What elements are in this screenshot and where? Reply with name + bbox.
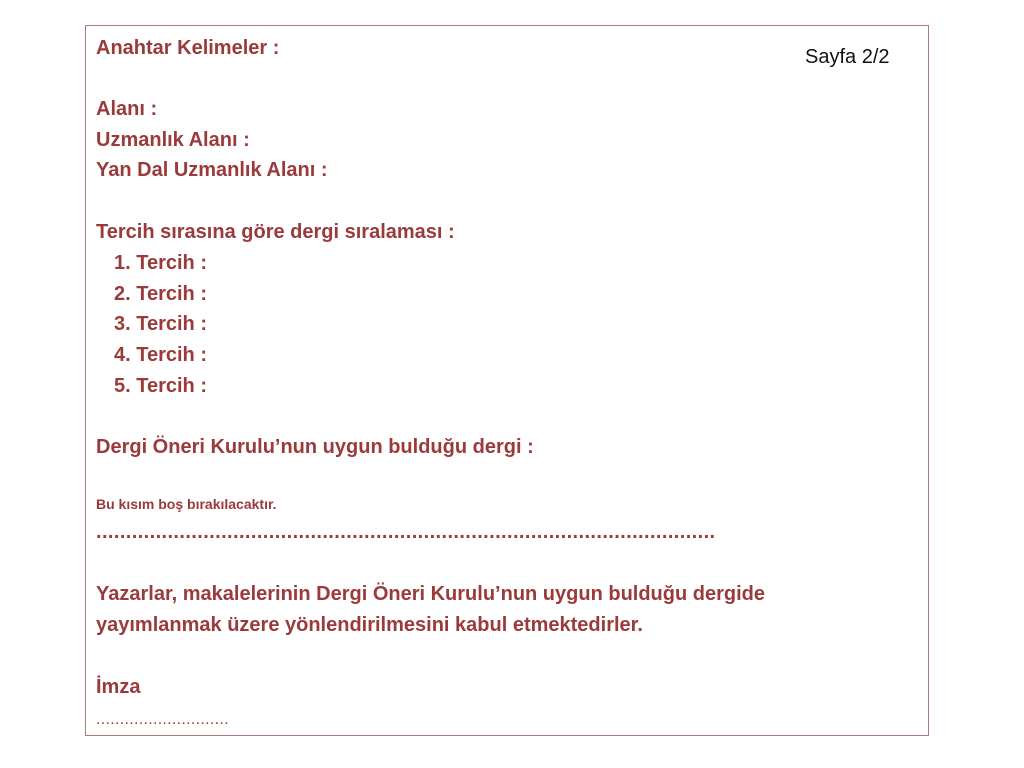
committee-note: Bu kısım boş bırakılacaktır. — [96, 496, 277, 512]
preference-3: 3. Tercih : — [114, 313, 207, 335]
committee-dotted-line: ........................................................................................................ — [96, 521, 716, 543]
preference-4: 4. Tercih : — [114, 344, 207, 366]
page-number: Sayfa 2/2 — [805, 46, 890, 68]
preference-1: 1. Tercih : — [114, 252, 207, 274]
specialty-label: Uzmanlık Alanı : — [96, 129, 250, 151]
consent-line-2: yayımlanmak üzere yönlendirilmesini kabul etmektedirler. — [96, 614, 643, 636]
preference-2: 2. Tercih : — [114, 283, 207, 305]
journal-ranking-label: Tercih sırasına göre dergi sıralaması : — [96, 221, 455, 243]
preference-5: 5. Tercih : — [114, 375, 207, 397]
signature-label: İmza — [96, 676, 141, 698]
field-label: Alanı : — [96, 98, 158, 120]
consent-line-1: Yazarlar, makalelerinin Dergi Öneri Kurulu’nun uygun bulduğu dergide — [96, 583, 766, 605]
subspecialty-label: Yan Dal Uzmanlık Alanı : — [96, 159, 328, 181]
keywords-label: Anahtar Kelimeler : — [96, 37, 280, 59]
signature-dotted-line: ............................ — [96, 711, 229, 728]
committee-heading: Dergi Öneri Kurulu’nun uygun bulduğu dergi : — [96, 436, 534, 458]
